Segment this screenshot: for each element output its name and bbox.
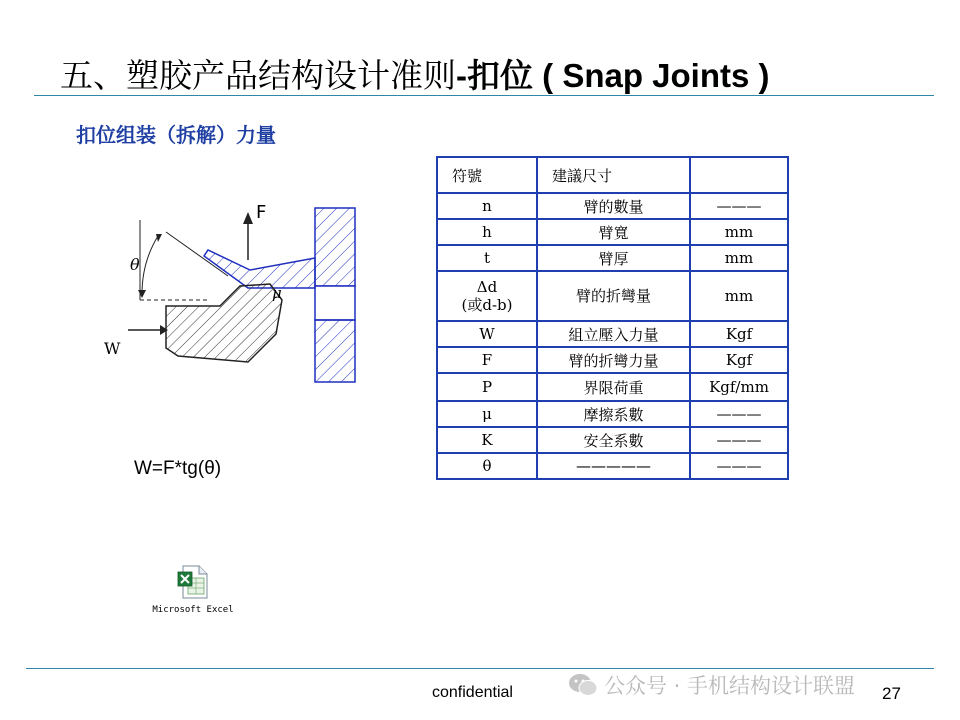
row-unit: mm [690, 219, 788, 245]
force-label: F [256, 202, 267, 223]
friction-label: μ [272, 284, 282, 302]
row-name: 摩擦系數 [537, 401, 690, 427]
row-symbol-main: Δd [476, 278, 498, 296]
header-unit [690, 157, 788, 193]
slide-title-latin: -扣位 ( Snap Joints ) [456, 57, 770, 94]
table-row [437, 347, 788, 373]
footer-divider [26, 668, 934, 669]
table-row [437, 219, 788, 245]
row-name: 組立壓入力量 [537, 321, 690, 347]
row-unit: ——— [690, 453, 788, 479]
snap-joint-diagram [100, 190, 370, 390]
row-symbol-alt: (或d-b) [461, 296, 513, 314]
row-unit: Kgf [690, 321, 788, 347]
formula-text: W=F*tg(θ) [134, 458, 222, 479]
table-row [437, 453, 788, 479]
table-header-row [437, 157, 788, 193]
header-symbol: 符號 [437, 157, 537, 193]
section-subtitle: 扣位组装（拆解）力量 [76, 123, 276, 147]
row-symbol: K [437, 427, 537, 453]
row-symbol: P [437, 373, 537, 401]
table-row [437, 271, 788, 321]
spec-table [436, 156, 789, 480]
row-name: 臂厚 [537, 245, 690, 271]
row-symbol: t [437, 245, 537, 271]
excel-file-icon [177, 565, 209, 599]
row-name: 安全系數 [537, 427, 690, 453]
table-row [437, 401, 788, 427]
wechat-logo-icon [568, 672, 598, 698]
row-name: 臂的折彎量 [537, 271, 690, 321]
row-symbol [437, 271, 537, 321]
excel-label: Microsoft Excel [152, 605, 234, 615]
row-name: 臂的折彎力量 [537, 347, 690, 373]
row-symbol: μ [437, 401, 537, 427]
title-divider [34, 95, 934, 96]
row-unit: mm [690, 245, 788, 271]
slide-title-cjk: 五、塑胶产品结构设计准则 [60, 56, 456, 95]
row-symbol: n [437, 193, 537, 219]
row-symbol: F [437, 347, 537, 373]
row-name: 界限荷重 [537, 373, 690, 401]
row-name: ————— [537, 453, 690, 479]
table-row [437, 245, 788, 271]
watermark-text: 公众号 · 手机结构设计联盟 [604, 674, 856, 698]
slide-title [60, 50, 770, 97]
row-unit: ——— [690, 427, 788, 453]
angle-label: θ [130, 255, 140, 274]
watermark [568, 670, 855, 700]
table-row [437, 373, 788, 401]
row-unit: mm [690, 271, 788, 321]
page-number: 27 [882, 684, 901, 703]
table-row [437, 321, 788, 347]
row-unit: ——— [690, 401, 788, 427]
row-symbol: W [437, 321, 537, 347]
table-row [437, 427, 788, 453]
table-row [437, 193, 788, 219]
row-symbol: h [437, 219, 537, 245]
row-name: 臂寬 [537, 219, 690, 245]
press-label: W [104, 339, 121, 358]
header-name: 建議尺寸 [537, 157, 690, 193]
row-unit: Kgf [690, 347, 788, 373]
force-arrow [243, 212, 253, 260]
row-unit: ——— [690, 193, 788, 219]
footer-confidential: confidential [432, 684, 513, 701]
row-unit: Kgf/mm [690, 373, 788, 401]
row-symbol: θ [437, 453, 537, 479]
hook-body [166, 284, 282, 362]
press-arrow [128, 325, 168, 335]
row-name: 臂的數量 [537, 193, 690, 219]
excel-attachment[interactable] [146, 565, 240, 615]
